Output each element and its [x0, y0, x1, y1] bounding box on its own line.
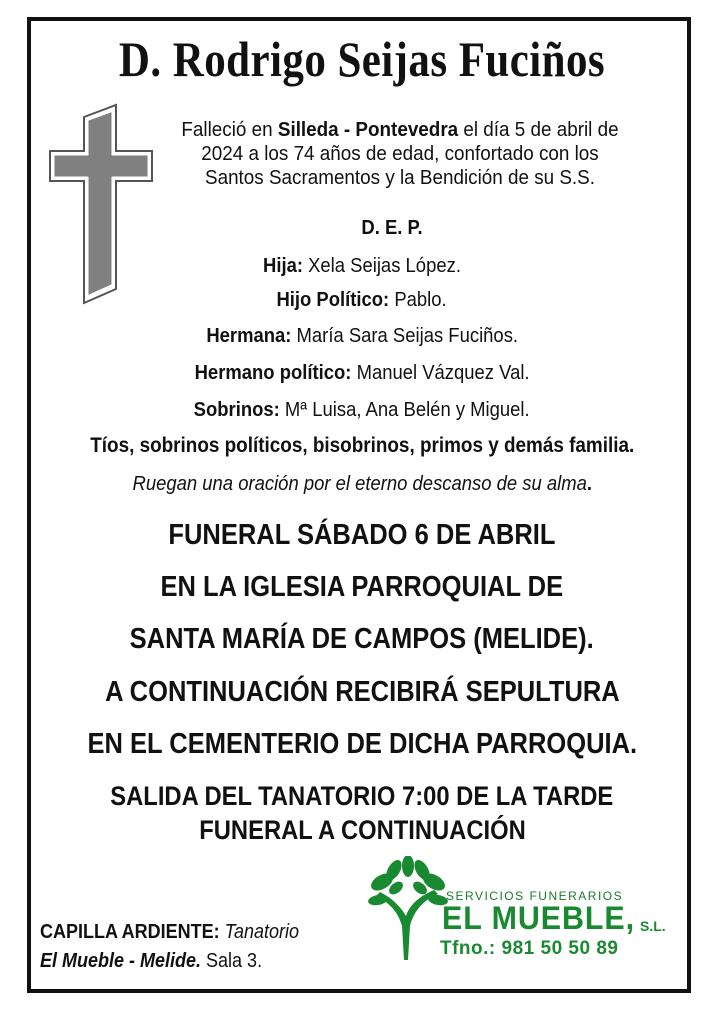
relative-names: Xela Seijas López. [303, 254, 461, 277]
relative-line [0, 324, 724, 348]
deceased-name: D. Rodrigo Seijas Fuciños [118, 31, 606, 87]
relative-names: Mª Luisa, Ana Belén y Miguel. [280, 398, 530, 421]
relative-line [0, 361, 724, 385]
relative-role: Hermana: [206, 324, 292, 347]
chapel-info [40, 918, 299, 976]
chapel-venue: Tanatorio [219, 921, 300, 943]
relative-role: Hermano político: [194, 361, 352, 384]
prayer-line: Ruegan una oración por el eterno descanso de su alma. [132, 472, 592, 495]
relative-role: Sobrinos: [193, 398, 281, 421]
family-line: Tíos, sobrinos políticos, bisobrinos, primos y demás familia. [89, 434, 635, 457]
relative-line [0, 288, 724, 312]
dep-heading: D. E. P. [361, 216, 423, 239]
relative-line [0, 254, 724, 278]
logo-subtitle: SERVICIOS FUNERARIOS [446, 889, 624, 903]
chapel-room: Sala 3. [201, 950, 263, 972]
funeral-line: EN EL CEMENTERIO DE DICHA PARROQUIA. [87, 728, 637, 760]
relative-role: Hijo Político: [276, 288, 390, 311]
logo-brand: EL MUEBLE, [442, 900, 636, 936]
funeral-line: FUNERAL A CONTINUACIÓN [198, 815, 526, 845]
chapel-venue-name: El Mueble - Melide. [40, 950, 202, 972]
funeral-line: SANTA MARÍA DE CAMPOS (MELIDE). [129, 623, 595, 655]
funeral-line: FUNERAL SÁBADO 6 DE ABRIL [168, 519, 556, 551]
tree-logo-icon [368, 856, 448, 962]
logo-suffix: S.L. [640, 918, 666, 934]
relative-names: María Sara Seijas Fuciños. [291, 324, 518, 347]
chapel-label: CAPILLA ARDIENTE: [40, 921, 220, 943]
intro-text-1: Falleció en [181, 118, 278, 141]
relative-role: Hija: [263, 254, 304, 277]
funeral-home-logo [368, 856, 688, 966]
logo-phone: Tfno.: 981 50 50 89 [440, 938, 619, 959]
funeral-line: A CONTINUACIÓN RECIBIRÁ SEPULTURA [104, 676, 620, 708]
intro-text-2: el día 5 de abril de 2024 a los 74 años de edad, confortado con los Santos Sacramentos y la Bendición de su S.S. [201, 118, 619, 189]
relative-line [0, 398, 724, 422]
relative-names: Manuel Vázquez Val. [351, 361, 530, 384]
funeral-line: EN LA IGLESIA PARROQUIAL DE [160, 571, 564, 603]
funeral-line: SALIDA DEL TANATORIO 7:00 DE LA TARDE [110, 781, 614, 811]
death-place: Silleda - Pontevedra [277, 118, 459, 141]
relative-names: Pablo. [389, 288, 448, 311]
death-announcement [170, 118, 630, 190]
